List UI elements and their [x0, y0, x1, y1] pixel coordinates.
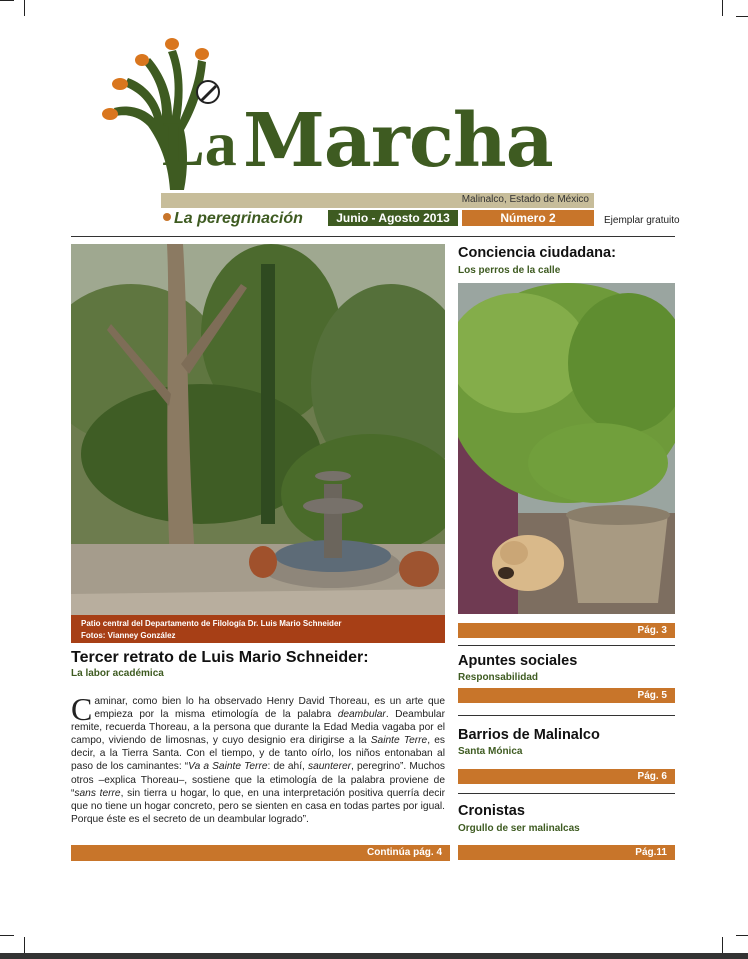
crop-mark-bl-v: [24, 937, 25, 953]
crop-mark-tl-h: [0, 0, 14, 1]
section-subtitle-barrios: Santa Mónica: [458, 746, 523, 757]
lead-article-title: Tercer retrato de Luis Mario Schneider:: [71, 649, 369, 666]
courtyard-fountain-photo: [71, 244, 445, 615]
logo-la-text: La: [162, 108, 237, 179]
section-title-conciencia: Conciencia ciudadana:: [458, 245, 616, 261]
bullet-dot-icon: [163, 213, 171, 221]
section-page-link-barrios[interactable]: Pág. 6: [458, 769, 675, 784]
issue-number: Número 2: [462, 210, 594, 226]
caption-line-2: Fotos: Vianney González: [81, 631, 176, 640]
crop-mark-tr-h: [736, 16, 748, 17]
section-title-apuntes: Apuntes sociales: [458, 653, 578, 669]
body-emphasis: Sainte Terre: [370, 735, 428, 747]
section-page-link-apuntes[interactable]: Pág. 5: [458, 688, 675, 703]
body-emphasis: saunterer: [307, 761, 352, 773]
section-divider: [458, 715, 675, 716]
body-text: , sin tierra u hogar, lo que, en una interpretación positiva querría decir que no tiene un hogar concreto, pero se sienten en casa en todas partes por igual. Porque éste es el secreto de un deambular logrado”.: [71, 787, 445, 825]
body-text: . Deambular remite, recuerda Thoreau, a la persona que durante la Edad Media vagaba por el campo, viviendo de limosnas, y cuyo designio era dirigirse a la: [71, 709, 445, 747]
crop-mark-tl-v: [24, 0, 25, 16]
dog-fern-photo: [458, 283, 675, 614]
section-subtitle-apuntes: Responsabilidad: [458, 672, 539, 683]
issue-date: Junio - Agosto 2013: [328, 210, 458, 226]
body-text: aminar, como bien lo ha observado Henry David Thoreau, es un arte que empieza por la misma etimología de la palabra: [94, 696, 445, 721]
section-page-link-conciencia[interactable]: Pág. 3: [458, 623, 675, 638]
series-title: La peregrinación: [174, 210, 303, 227]
bottom-edge: [0, 953, 748, 959]
body-text: , es decir, a la Tierra Santa. Con el tiempo, y de tanto oírlo, los niños entonaban al paso de los caminantes: “: [71, 735, 446, 773]
crop-mark-br-h: [736, 935, 748, 936]
section-subtitle-conciencia: Los perros de la calle: [458, 265, 561, 276]
body-emphasis: sans terre: [74, 787, 121, 799]
body-emphasis: Va a Sainte Terre: [188, 761, 268, 773]
masthead-rule: [71, 236, 675, 237]
lead-article-body: [71, 691, 446, 826]
crop-mark-tr-v: [722, 0, 723, 16]
continue-link[interactable]: Continúa pág. 4: [71, 845, 450, 861]
lead-article-subtitle: La labor académica: [71, 668, 164, 679]
main-photo-caption: [71, 615, 445, 643]
logo-marcha-text: Marcha: [243, 98, 553, 184]
masthead-place: Malinalco, Estado de México: [461, 194, 589, 205]
section-page-link-cronistas[interactable]: Pág.11: [458, 845, 675, 860]
section-divider: [458, 793, 675, 794]
section-title-cronistas: Cronistas: [458, 803, 525, 819]
crop-mark-br-v: [722, 937, 723, 953]
section-divider: [458, 645, 675, 646]
drop-cap: C: [71, 691, 93, 727]
caption-line-1: Patio central del Departamento de Filología Dr. Luis Mario Schneider: [81, 619, 342, 628]
masthead-bar: [161, 193, 594, 208]
section-subtitle-cronistas: Orgullo de ser malinalcas: [458, 823, 580, 834]
free-copy-label: Ejemplar gratuito: [604, 215, 680, 226]
body-text: , peregrino”. Muchos otros –explica Thoreau–, sostiene que la etimología de la palabra proviene de “: [71, 761, 445, 799]
body-emphasis: deambular: [337, 709, 386, 721]
crop-mark-bl-h: [0, 935, 14, 936]
body-text: : de ahí,: [267, 761, 308, 773]
section-title-barrios: Barrios de Malinalco: [458, 727, 600, 743]
